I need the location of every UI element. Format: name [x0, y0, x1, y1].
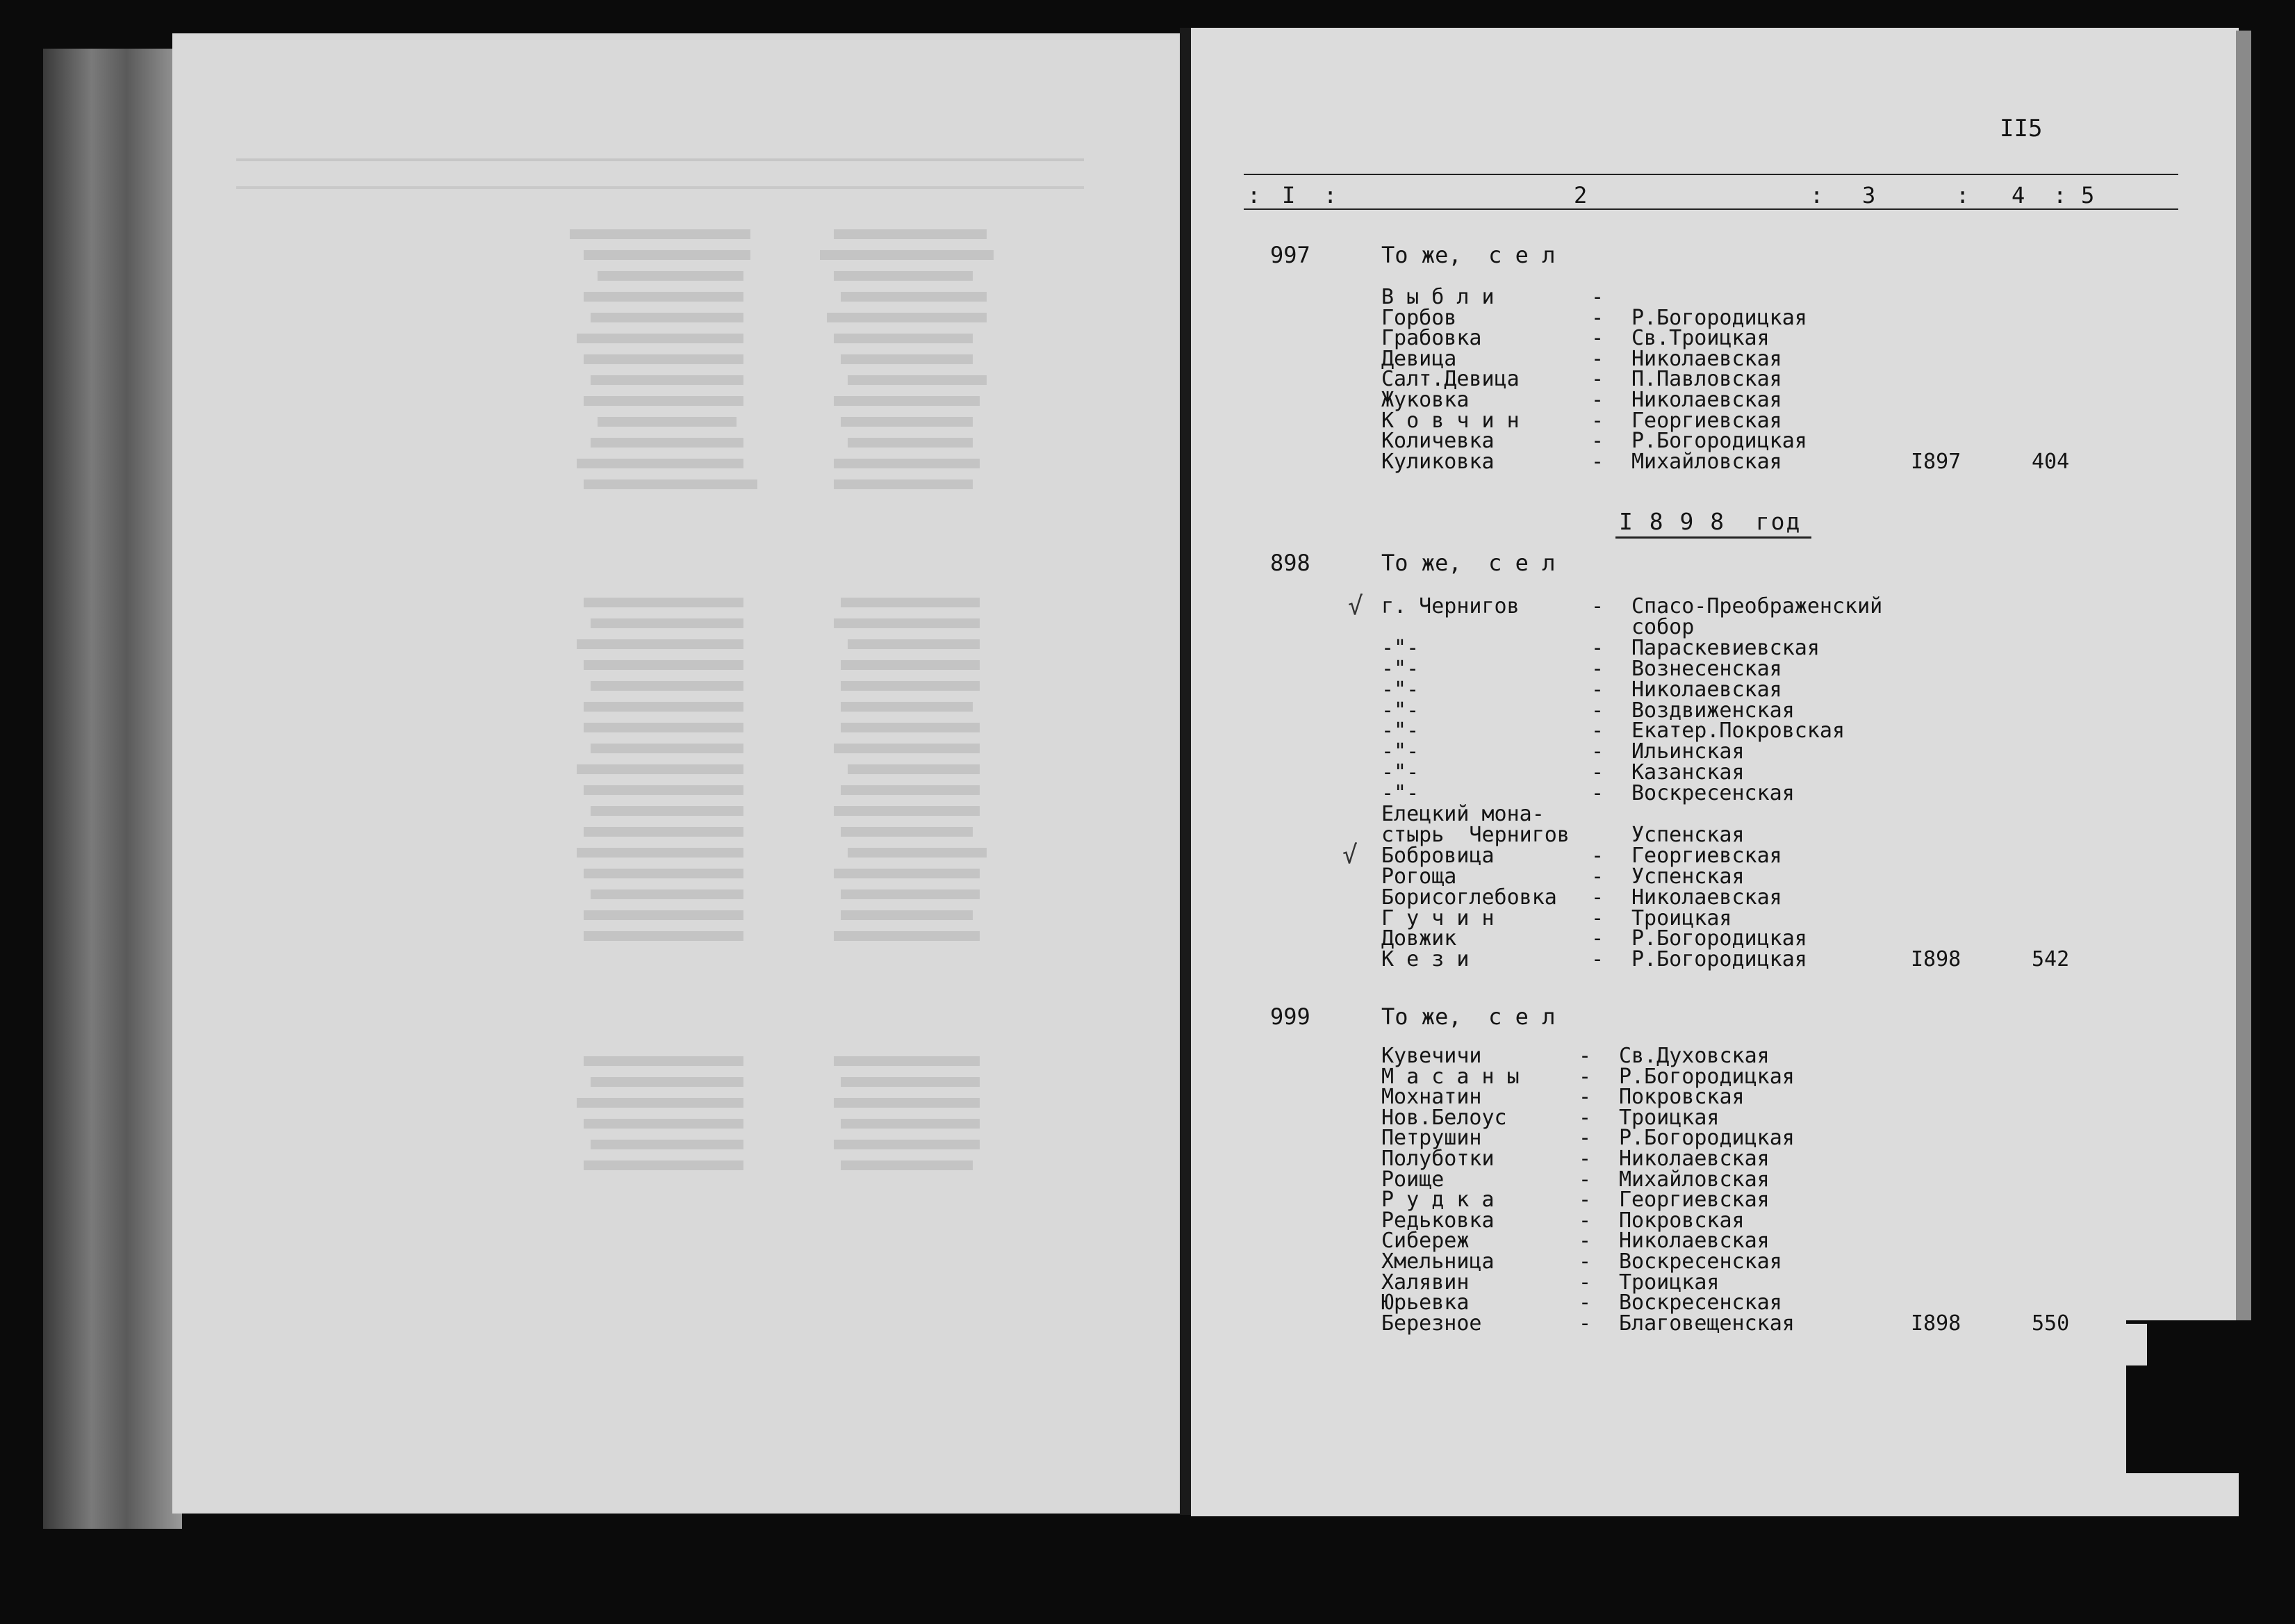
table-row: [0, 949, 2295, 970]
column-header-separator: :: [1247, 182, 1261, 208]
dash-separator: -: [1591, 367, 1604, 392]
column-header-3: 3: [1862, 182, 1876, 208]
place-name: К о в ч и н: [1381, 408, 1520, 433]
record-year: I898: [1911, 947, 1961, 972]
church-name: Воскресенская: [1619, 1290, 1782, 1315]
church-name: Воскресенская: [1619, 1249, 1782, 1274]
place-name: Рогоща: [1381, 864, 1457, 889]
table-row: [0, 1046, 2295, 1067]
place-name: Петрушин: [1381, 1126, 1482, 1151]
church-name: Ильинская: [1631, 739, 1745, 764]
church-name: Георгиевская: [1631, 408, 1782, 433]
table-row: [0, 905, 2295, 930]
dash-separator: -: [1579, 1311, 1592, 1336]
record-count: 550: [2032, 1311, 2070, 1336]
dash-separator: -: [1579, 1085, 1592, 1110]
entry-heading: То же, с е л: [1381, 242, 1556, 268]
dash-separator: -: [1591, 677, 1604, 702]
place-name: Куликовка: [1381, 449, 1495, 474]
table-row: [0, 431, 2295, 452]
place-name: Елецкий мона-: [1381, 802, 1545, 826]
dash-separator: -: [1591, 719, 1604, 744]
table-row: [0, 369, 2295, 390]
column-header-separator: :: [1956, 182, 1970, 208]
year-heading-underline: [1615, 536, 1811, 539]
place-name: Роище: [1381, 1167, 1445, 1192]
dash-separator: -: [1591, 429, 1604, 454]
table-row: [0, 449, 2295, 474]
entry-heading: То же, с е л: [1381, 550, 1556, 576]
place-name: г. Чернигов: [1381, 594, 1520, 618]
column-header-1: I: [1282, 182, 1296, 208]
church-name: Троицкая: [1631, 905, 1732, 930]
dash-separator: -: [1579, 1064, 1592, 1089]
table-row: [0, 408, 2295, 433]
place-name: -"-: [1381, 739, 1420, 764]
table-row: [0, 1313, 2295, 1334]
dash-separator: -: [1591, 449, 1604, 474]
page-clip-shadow: [2126, 1320, 2295, 1473]
church-name: Св.Троицкая: [1631, 326, 1770, 351]
check-mark-icon: √: [1348, 592, 1363, 621]
table-row: [0, 287, 2295, 308]
church-name: П.Павловская: [1631, 367, 1782, 392]
church-name: Р.Богородицкая: [1619, 1064, 1795, 1089]
dash-separator: -: [1579, 1147, 1592, 1171]
church-name: Благовещенская: [1619, 1311, 1795, 1336]
place-name: Жуковка: [1381, 388, 1470, 412]
dash-separator: -: [1591, 905, 1604, 930]
dash-separator: -: [1579, 1126, 1592, 1151]
place-name: Полуботки: [1381, 1147, 1495, 1171]
column-header-5: 5: [2081, 182, 2095, 208]
place-name: Березное: [1381, 1311, 1482, 1336]
church-name: Успенская: [1631, 822, 1745, 847]
church-name: Покровская: [1619, 1085, 1745, 1110]
record-year: I898: [1911, 1311, 1961, 1336]
dash-separator: -: [1591, 885, 1604, 910]
church-name: Р.Богородицкая: [1631, 947, 1807, 972]
dash-separator: -: [1591, 656, 1604, 681]
column-header-separator: :: [1324, 182, 1338, 208]
table-row: [0, 1167, 2295, 1192]
place-name: Довжик: [1381, 926, 1457, 951]
church-name: Воскресенская: [1631, 781, 1795, 806]
entry-number: 997: [1270, 242, 1310, 268]
dash-separator: -: [1591, 388, 1604, 412]
dash-separator: -: [1579, 1167, 1592, 1192]
table-row: [0, 1064, 2295, 1089]
table-row: [0, 1249, 2295, 1274]
dash-separator: -: [1579, 1270, 1592, 1295]
place-name: стырь Чернигов: [1381, 822, 1570, 847]
table-row: [0, 656, 2295, 681]
table-row: [0, 1087, 2295, 1108]
column-header-4: 4: [2012, 182, 2025, 208]
church-name: Казанская: [1631, 760, 1745, 785]
dash-separator: -: [1591, 346, 1604, 371]
church-name: собор: [1631, 614, 1695, 639]
column-header-2: 2: [1574, 182, 1588, 208]
place-name: Хмельница: [1381, 1249, 1495, 1274]
dash-separator: -: [1579, 1249, 1592, 1274]
dash-separator: -: [1591, 864, 1604, 889]
place-name: Редьковка: [1381, 1208, 1495, 1233]
left-page-bleedthrough: [236, 158, 1084, 161]
church-name: Покровская: [1619, 1208, 1745, 1233]
place-name: Девица: [1381, 346, 1457, 371]
church-name: Георгиевская: [1619, 1188, 1770, 1213]
place-name: Количевка: [1381, 429, 1495, 454]
dash-separator: -: [1579, 1208, 1592, 1233]
table-row: [0, 328, 2295, 349]
dash-separator: -: [1591, 781, 1604, 806]
place-name: Мохнатин: [1381, 1085, 1482, 1110]
place-name: Салт.Девица: [1381, 367, 1520, 392]
place-name: Кувечичи: [1381, 1044, 1482, 1068]
church-name: Михайловская: [1619, 1167, 1770, 1192]
dash-separator: -: [1591, 305, 1604, 330]
table-row: [0, 596, 2295, 617]
place-name: -"-: [1381, 760, 1420, 785]
header-rule-top: [1244, 174, 2178, 175]
dash-separator: -: [1579, 1188, 1592, 1213]
column-header-separator: :: [1810, 182, 1824, 208]
table-row: [0, 1290, 2295, 1315]
church-name: Воздвиженская: [1631, 698, 1795, 723]
dash-separator: -: [1591, 947, 1604, 972]
dash-separator: -: [1591, 635, 1604, 660]
dash-separator: -: [1591, 843, 1604, 868]
church-name: Вознесенская: [1631, 656, 1782, 681]
table-row: [0, 719, 2295, 744]
table-row: [0, 864, 2295, 889]
place-name: В ы б л и: [1381, 285, 1495, 309]
table-row: [0, 635, 2295, 660]
dash-separator: -: [1591, 594, 1604, 618]
year-heading: I 8 9 8 год: [1619, 508, 1802, 535]
table-row: [0, 1231, 2295, 1252]
entry-heading: То же, с е л: [1381, 1003, 1556, 1030]
table-row: [0, 928, 2295, 949]
place-name: Г у ч и н: [1381, 905, 1495, 930]
place-name: М а с а н ы: [1381, 1064, 1520, 1089]
table-row: [0, 390, 2295, 411]
church-name: Николаевская: [1631, 346, 1782, 371]
church-name: Николаевская: [1631, 388, 1782, 412]
record-count: 542: [2032, 947, 2070, 972]
table-row: [0, 1149, 2295, 1170]
entry-number: 999: [1270, 1003, 1310, 1030]
church-name: Р.Богородицкая: [1631, 429, 1807, 454]
church-name: Николаевская: [1631, 885, 1782, 910]
table-row: [0, 822, 2295, 847]
church-name: Успенская: [1631, 864, 1745, 889]
table-row: [0, 843, 2295, 868]
table-row: [0, 614, 2295, 639]
dash-separator: -: [1591, 698, 1604, 723]
place-name: Бобровица: [1381, 843, 1495, 868]
place-name: -"-: [1381, 781, 1420, 806]
dash-separator: -: [1591, 408, 1604, 433]
dash-separator: -: [1591, 760, 1604, 785]
church-name: Параскевиевская: [1631, 635, 1820, 660]
church-name: Р.Богородицкая: [1631, 926, 1807, 951]
column-header-separator: :: [2053, 182, 2067, 208]
table-row: [0, 783, 2295, 804]
place-name: Юрьевка: [1381, 1290, 1470, 1315]
table-row: [0, 804, 2295, 825]
record-count: 404: [2032, 449, 2070, 474]
table-row: [0, 1208, 2295, 1233]
check-mark-icon: √: [1342, 841, 1358, 869]
table-row: [0, 1128, 2295, 1149]
place-name: Нов.Белоус: [1381, 1105, 1507, 1130]
place-name: -"-: [1381, 698, 1420, 723]
church-name: Николаевская: [1619, 1229, 1770, 1254]
entry-number: 898: [1270, 550, 1310, 576]
table-row: [0, 1190, 2295, 1211]
place-name: Горбов: [1381, 305, 1457, 330]
dash-separator: -: [1579, 1290, 1592, 1315]
church-name: Троицкая: [1619, 1105, 1720, 1130]
table-row: [0, 305, 2295, 330]
church-name: Екатер.Покровская: [1631, 719, 1845, 744]
table-row: [0, 1272, 2295, 1293]
table-row: [0, 700, 2295, 721]
dash-separator: -: [1591, 326, 1604, 351]
place-name: Грабовка: [1381, 326, 1482, 351]
place-name: -"-: [1381, 656, 1420, 681]
church-name: Спасо-Преображенский: [1631, 594, 1883, 618]
table-row: [0, 1105, 2295, 1130]
table-row: [0, 887, 2295, 908]
place-name: К е з и: [1381, 947, 1470, 972]
page-number: II5: [2000, 115, 2043, 142]
church-name: Николаевская: [1631, 677, 1782, 702]
church-name: Р.Богородицкая: [1631, 305, 1807, 330]
church-name: Николаевская: [1619, 1147, 1770, 1171]
church-name: Михайловская: [1631, 449, 1782, 474]
place-name: Борисоглебовка: [1381, 885, 1557, 910]
place-name: Сибереж: [1381, 1229, 1470, 1254]
church-name: Георгиевская: [1631, 843, 1782, 868]
dash-separator: -: [1579, 1105, 1592, 1130]
church-name: Св.Духовская: [1619, 1044, 1770, 1068]
church-name: Р.Богородицкая: [1619, 1126, 1795, 1151]
place-name: -"-: [1381, 677, 1420, 702]
church-name: Троицкая: [1619, 1270, 1720, 1295]
dash-separator: -: [1591, 926, 1604, 951]
column-header: [1247, 182, 2178, 206]
record-year: I897: [1911, 449, 1961, 474]
place-name: Р у д к а: [1381, 1188, 1495, 1213]
dash-separator: -: [1591, 285, 1604, 309]
place-name: -"-: [1381, 635, 1420, 660]
header-rule-bottom: [1244, 208, 2178, 210]
dash-separator: -: [1579, 1229, 1592, 1254]
left-page-bleedthrough-rule: [236, 186, 1084, 189]
place-name: -"-: [1381, 719, 1420, 744]
dash-separator: -: [1591, 739, 1604, 764]
table-row: [0, 741, 2295, 762]
table-row: [0, 762, 2295, 783]
table-row: [0, 346, 2295, 371]
table-row: [0, 677, 2295, 702]
dash-separator: -: [1579, 1044, 1592, 1068]
place-name: Халявин: [1381, 1270, 1470, 1295]
